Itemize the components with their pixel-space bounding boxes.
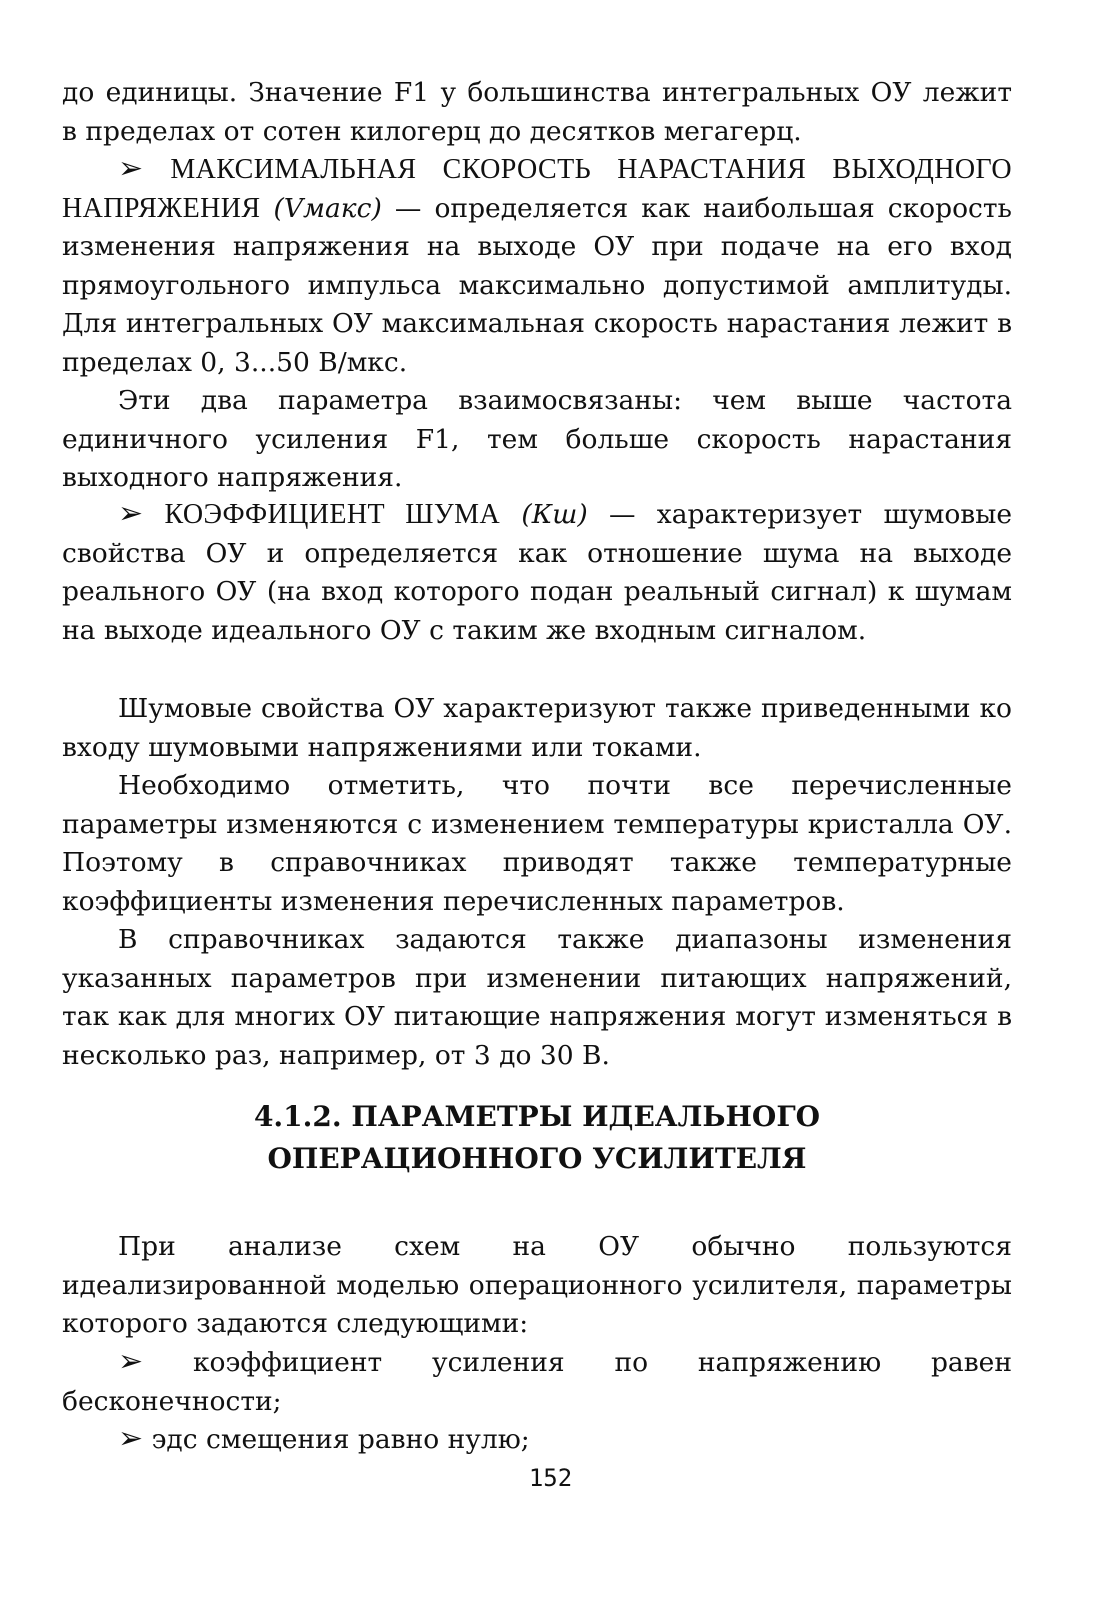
list-item: ➢ коэффициент усиления по напряжению равен бесконечности; [62, 1344, 1012, 1417]
paragraph-relation: Эти два параметра взаимосвязаны: чем выше частота единичного усиления F1, тем больше скорость нарастания выходного напряжения. [62, 385, 1012, 493]
paragraph-supply-ranges: В справочниках задаются также диапазоны изменения указанных параметров при изменении питающих напряжений, так как для многих ОУ питающие напряжения могут изменяться в несколько раз, например, от 3 до 30 В. [62, 924, 1012, 1071]
paragraph-ideal-model: При анализе схем на ОУ обычно пользуются идеализированной моделью операционного усилителя, параметры которого задаются следующими: [62, 1231, 1012, 1339]
bullet-arrow-icon: ➢ [118, 151, 144, 186]
section-heading-line-1: 4.1.2. ПАРАМЕТРЫ ИДЕАЛЬНОГО [253, 1100, 821, 1133]
section-heading [62, 1096, 1012, 1180]
paragraph-temperature: Необходимо отметить, что почти все перечисленные параметры изменяются с изменением температуры кристалла ОУ. Поэтому в справочниках приводят также температурные коэффициенты изменения перечисленных параметров. [62, 770, 1012, 917]
paragraph-noise-properties: Шумовые свойства ОУ характеризуют также приведенными ко входу шумовыми напряжениями или токами. [62, 693, 1012, 763]
term-noise-factor: КОЭФФИЦИЕНТ ШУМА [164, 499, 501, 530]
list-item: ➢ эдс смещения равно нулю; [118, 1421, 530, 1456]
paragraph-slew-rate [62, 151, 1012, 382]
term-slew-rate: МАКСИМАЛЬНАЯ СКОРОСТЬ НАРАСТАНИЯ ВЫХОДНОГО НАПРЯЖЕНИЯ [62, 154, 1012, 224]
bullet-arrow-icon: ➢ [118, 1421, 144, 1456]
bullet-arrow-icon: ➢ [118, 496, 144, 531]
page-number: 152 [528, 1464, 573, 1492]
paragraph-continuation: до единицы. Значение F1 у большинства интегральных ОУ лежит в пределах от сотен килогерц до десятков мегагерц. [62, 77, 1012, 147]
section-heading-line-2: ОПЕРАЦИОННОГО УСИЛИТЕЛЯ [267, 1142, 807, 1175]
paragraph-noise-factor [62, 496, 1012, 650]
symbol-vmax: (Vмакс) [273, 192, 382, 224]
definition-noise-factor: — характеризует шумовые свойства ОУ и определяется как отношение шума на выходе реального ОУ (на вход которого подан реальный сигнал) к шумам на выходе идеального ОУ с таким же входным сигналом. [62, 499, 1012, 646]
bullet-arrow-icon: ➢ [118, 1344, 144, 1379]
symbol-ksh: (Кш) [521, 499, 588, 530]
definition-slew-rate: — определяется как наибольшая скорость изменения напряжения на выходе ОУ при подаче на его вход прямоугольного импульса максимально допустимой амплитуды. Для интегральных ОУ максимальная скорость нарастания лежит в пределах 0, 3...50 В/мкс. [62, 192, 1012, 378]
